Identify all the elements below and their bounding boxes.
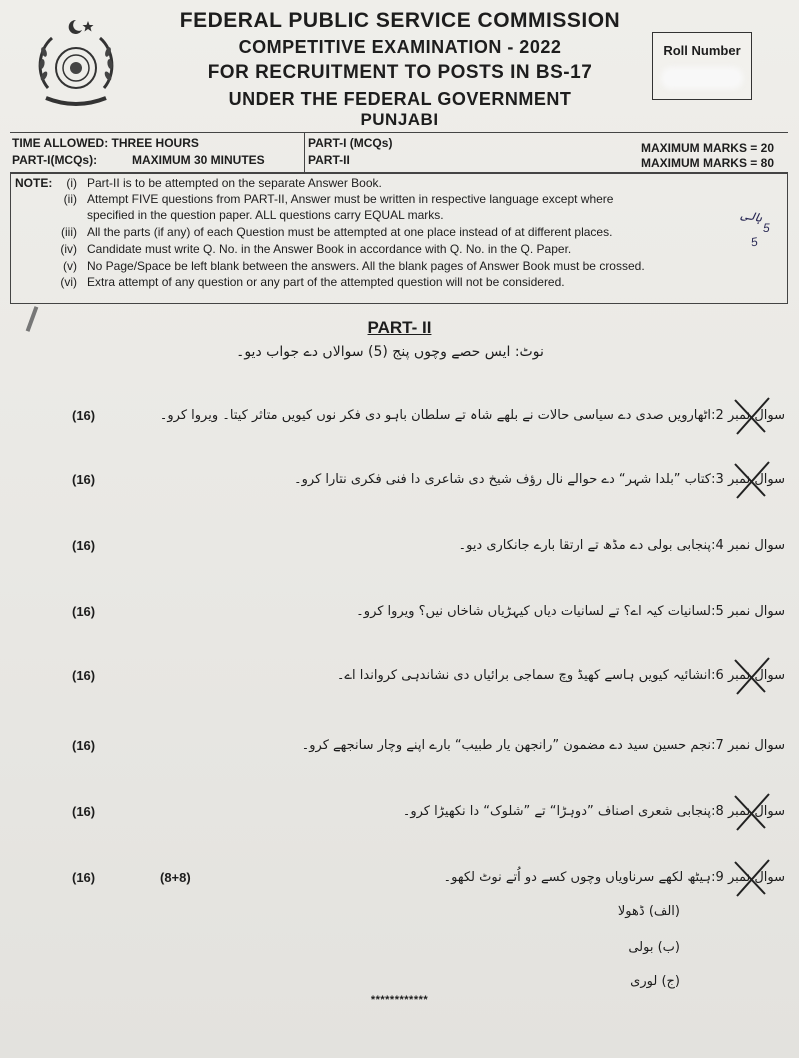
question-row: (16) (8+8) ہیٹھ لکھے سرناویاں وچوں کسے دو اُتے نوٹ لکھو۔ سوال نمبر 9: (0, 866, 799, 906)
part1-label: PART-I(MCQs): (12, 153, 98, 167)
exam-header (150, 8, 650, 112)
question-row: (16) نجم حسین سید دے مضمون ”رانجھن یار طبیب“ بارے اپنے وچار سانجھے کرو۔ سوال نمبر 7: (72, 738, 785, 753)
subject-title: PUNJABI (360, 110, 439, 129)
commission-title: FEDERAL PUBLIC SERVICE COMMISSION (179, 9, 621, 32)
government-line: UNDER THE FEDERAL GOVERNMENT (228, 89, 572, 109)
question-row: (16) پنجابی بولی دے مڈھ تے ارتقا بارے جانکاری دیو۔ سوال نمبر 4: (72, 538, 785, 553)
roll-number-box (652, 32, 752, 100)
recruitment-line: FOR RECRUITMENT TO POSTS IN BS-17 (207, 62, 593, 83)
subpart-item: (الف) ڈھولا (617, 904, 680, 919)
roll-number-redacted (661, 67, 743, 89)
part1-name: PART-I (MCQs) (308, 136, 393, 150)
info-divider (304, 133, 305, 173)
part1-time: MAXIMUM 30 MINUTES (132, 153, 265, 167)
handwritten-note: ہالی (739, 206, 764, 226)
question-row: (16) انشائیہ کیویں ہاسے کھیڈ وچ سماجی برائیاں دی نشاندہی کرواندا اے۔ سوال نمبر 6: (0, 664, 799, 704)
time-allowed: TIME ALLOWED: THREE HOURS (12, 136, 199, 150)
notes-box: NOTE: (i) Part-II is to be attempted on the separate Answer Book. (ii) Attempt FIVE questions from PART-II, Answer must be written in respective language except where specified in the question paper. ALL questions carry EQUAL marks. (iii) All the parts (if any) of each Question must be attempted at one place instead of at different places. (iv) Candidate must write Q. No. in the Answer Book in accordance with Q. No. in the Q. Paper. (v) No Page/Space be left blank between the answers. All the blank pages of Answer Book must be crossed. (vi) Extra attempt of any question or any part of the attempted question will not be considered. ہالی 5 5 (10, 172, 788, 304)
question-row: (16) لسانیات کیہ اے؟ تے لسانیات دیاں کیہڑیاں شاخاں نیں؟ ویروا کرو۔ سوال نمبر 5: (72, 604, 785, 619)
handwritten-mark: 5 (749, 234, 759, 250)
subpart-item: (ج) لوری (630, 974, 680, 989)
fpsc-emblem-icon (26, 14, 126, 114)
question-row: (16) کتاب ”بلدا شہر“ دے حوالے نال رؤف شیخ دی شاعری دا فنی فکری نتارا کرو۔ سوال نمبر 3: (0, 468, 799, 508)
part2-marks: MAXIMUM MARKS = 80 (640, 156, 774, 170)
notes-heading: NOTE: (15, 176, 53, 190)
exam-info-table (10, 132, 788, 174)
subpart-item: (ب) بولی (628, 940, 680, 955)
part-instruction: نوٹ: ایس حصے وچوں پنج (5) سوالاں دے جواب دیو۔ (236, 344, 544, 360)
part-title: PART- II (367, 318, 432, 337)
question-row: (16) پنجابی شعری اصناف ”دوہڑا“ تے ”شلوک“ دا نکھیڑا کرو۔ سوال نمبر 8: (0, 800, 799, 840)
part2-name: PART-II (308, 153, 350, 167)
part1-marks: MAXIMUM MARKS = 20 (640, 141, 774, 155)
handwritten-mark: 5 (763, 221, 770, 235)
end-of-paper-mark: ************ (370, 994, 429, 1006)
roll-number-label: Roll Number (663, 43, 741, 58)
question-row: (16) اٹھارویں صدی دے سیاسی حالات نے بلھے شاہ تے سلطان باہو دی فکر نوں کیویں متاثر کیتا۔ ویروا کرو۔ سوال نمبر 2: (0, 404, 799, 444)
exam-title: COMPETITIVE EXAMINATION - 2022 (238, 37, 562, 57)
